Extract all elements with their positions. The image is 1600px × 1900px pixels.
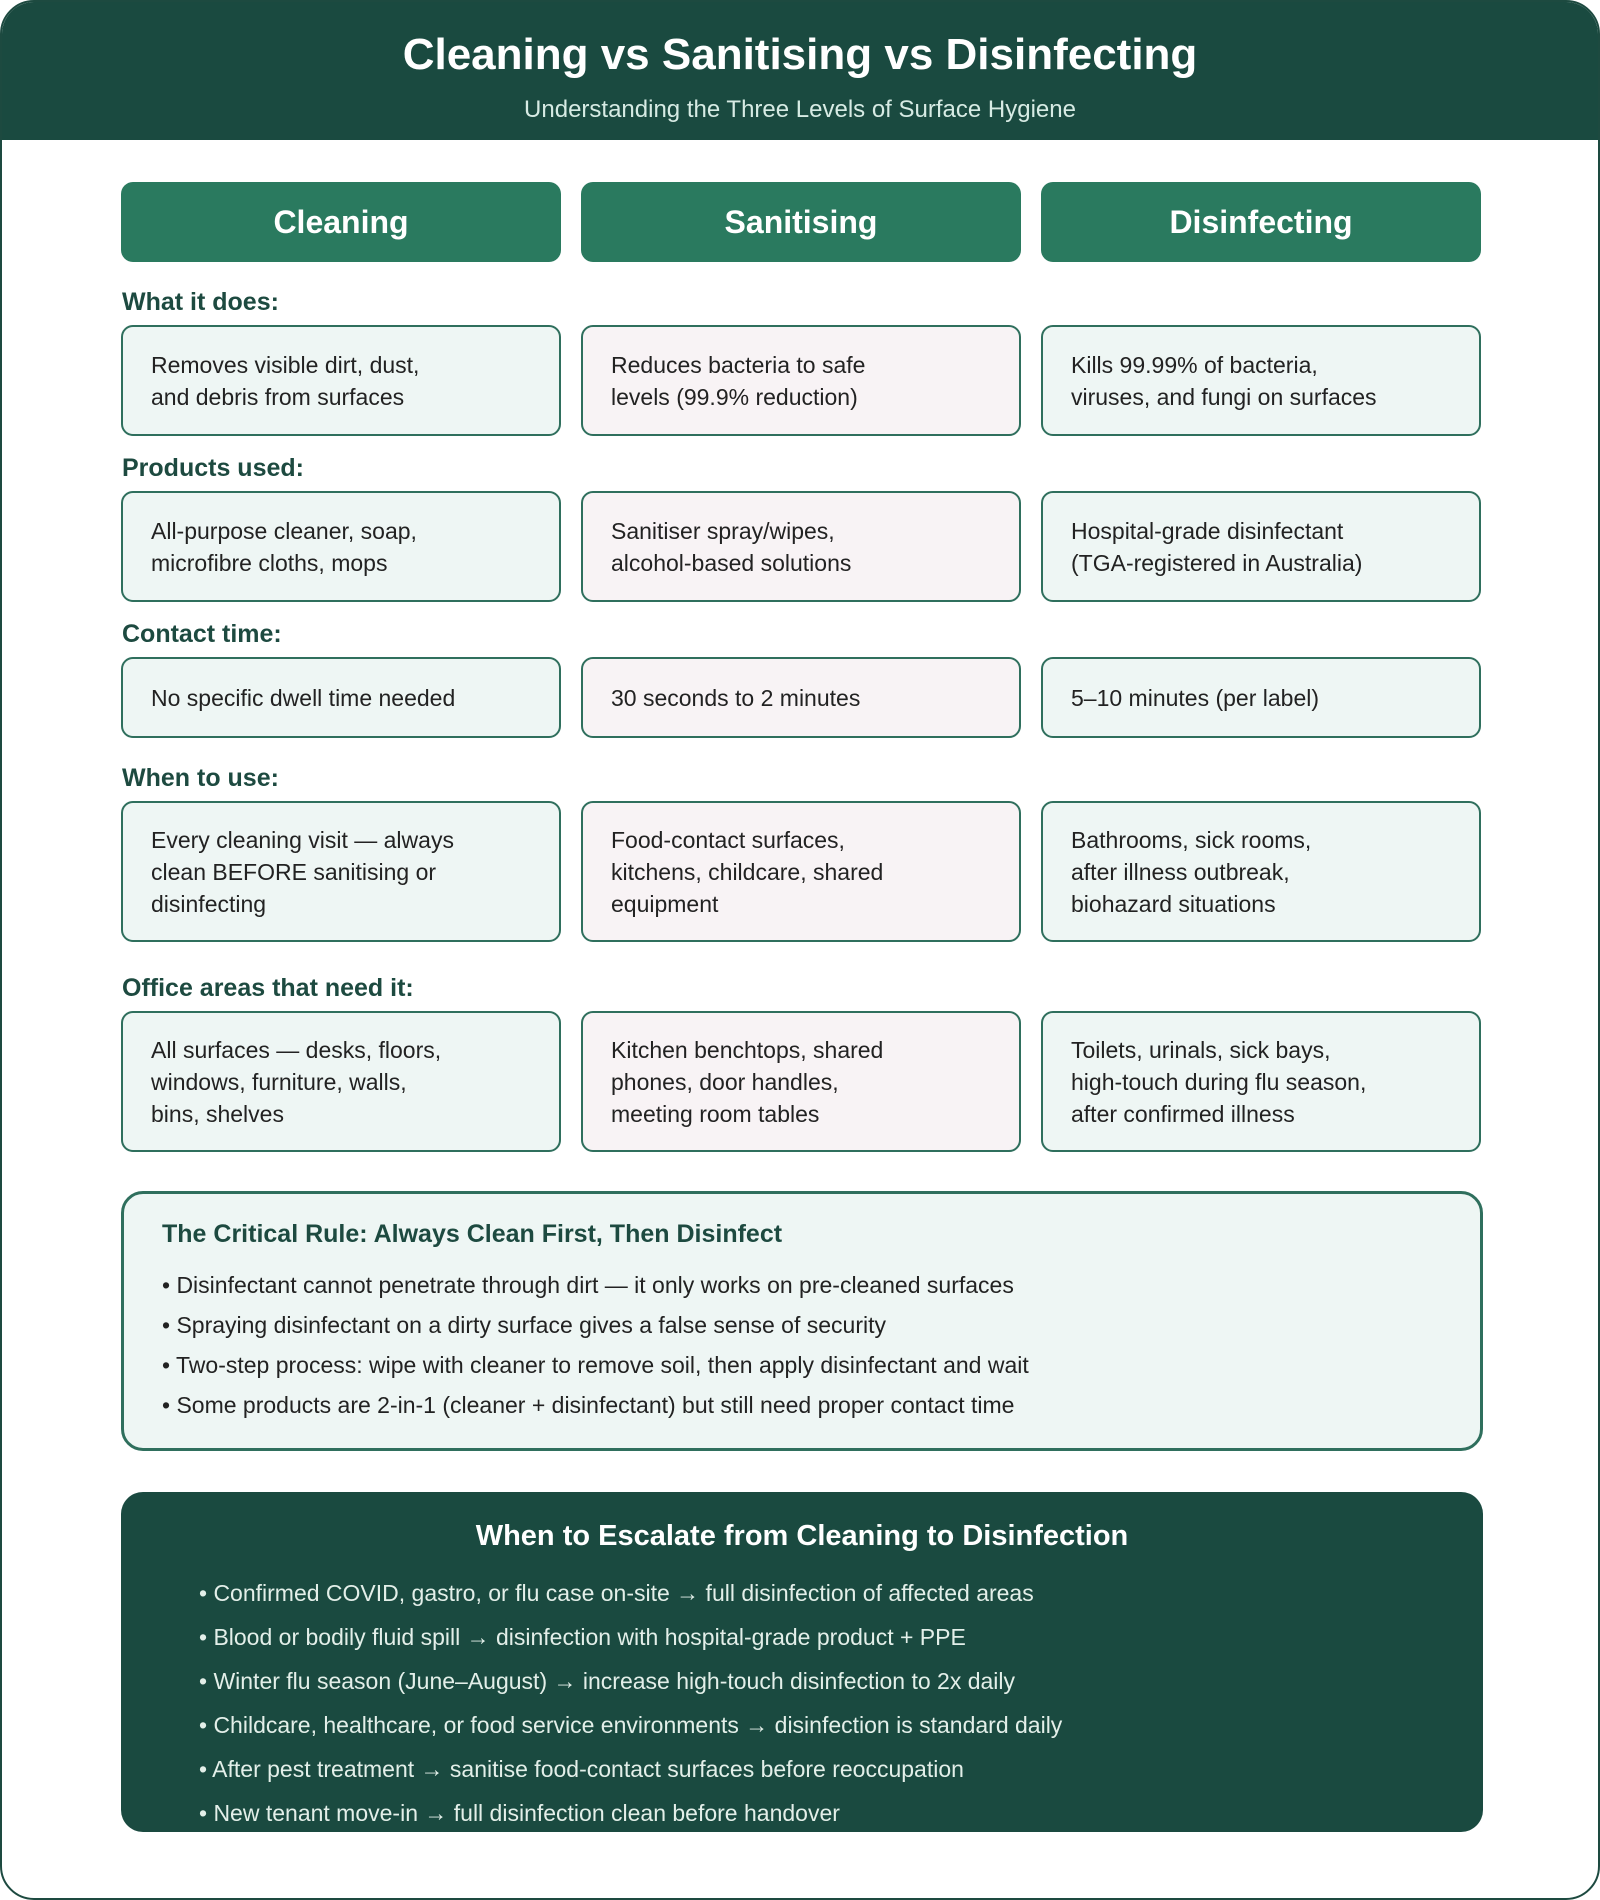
cell-line: Sanitiser spray/wipes, <box>611 517 835 544</box>
cell-line: biohazard situations <box>1071 890 1276 917</box>
cell-line: after confirmed illness <box>1071 1100 1295 1127</box>
cell-line: microfibre cloths, mops <box>151 549 388 576</box>
cell-contact-disinfecting <box>1041 657 1481 738</box>
cell-line: 30 seconds to 2 minutes <box>611 684 861 711</box>
list-item: • Two-step process: wipe with cleaner to remove soil, then apply disinfectant and wait <box>162 1352 1029 1378</box>
cell-line: after illness outbreak, <box>1071 858 1290 885</box>
cell-contact-cleaning <box>121 657 561 738</box>
cell-contact-sanitising <box>581 657 1021 738</box>
cell-line: Toilets, urinals, sick bays, <box>1071 1036 1331 1063</box>
cell-line: viruses, and fungi on surfaces <box>1071 383 1377 410</box>
cell-line: clean BEFORE sanitising or <box>151 858 437 885</box>
cell-line: Kitchen benchtops, shared <box>611 1036 884 1063</box>
cell-when-sanitising <box>581 801 1021 942</box>
critical-rule-list <box>162 1265 1442 1425</box>
column-header-disinfecting: Disinfecting <box>1041 182 1481 262</box>
list-item: • Some products are 2-in-1 (cleaner + disinfectant) but still need proper contact time <box>162 1392 1015 1418</box>
cell-products-cleaning <box>121 491 561 602</box>
cell-line: Kills 99.99% of bacteria, <box>1071 351 1318 378</box>
cell-office-disinfecting <box>1041 1011 1481 1152</box>
section-label-office-areas: Office areas that need it: <box>122 974 414 1002</box>
escalation-box <box>121 1492 1483 1832</box>
list-item: • Spraying disinfectant on a dirty surface gives a false sense of security <box>162 1312 886 1338</box>
cell-line: alcohol-based solutions <box>611 549 852 576</box>
list-item: • After pest treatment → sanitise food-contact surfaces before reoccupation <box>199 1756 964 1782</box>
cell-line: All surfaces — desks, floors, <box>151 1036 442 1063</box>
cell-office-cleaning <box>121 1011 561 1152</box>
list-item: • Winter flu season (June–August) → increase high-touch disinfection to 2x daily <box>199 1668 1016 1694</box>
critical-rule-title: The Critical Rule: Always Clean First, Then Disinfect <box>162 1220 783 1248</box>
cell-line: Every cleaning visit — always <box>151 826 454 853</box>
section-label-when-to-use: When to use: <box>122 764 279 792</box>
page-subtitle: Understanding the Three Levels of Surface Hygiene <box>524 96 1076 123</box>
cell-products-sanitising <box>581 491 1021 602</box>
cell-line: Food-contact surfaces, <box>611 826 845 853</box>
list-item: • New tenant move-in → full disinfection clean before handover <box>199 1800 840 1826</box>
escalation-list <box>199 1571 1483 1835</box>
escalation-title: When to Escalate from Cleaning to Disinfection <box>475 1520 1129 1552</box>
cell-line: and debris from surfaces <box>151 383 405 410</box>
cell-line: Bathrooms, sick rooms, <box>1071 826 1312 853</box>
list-item: • Confirmed COVID, gastro, or flu case on-site → full disinfection of affected areas <box>199 1580 1034 1606</box>
section-label-contact-time: Contact time: <box>122 620 282 648</box>
cell-line: high-touch during flu season, <box>1071 1068 1367 1095</box>
cell-line: equipment <box>611 890 719 917</box>
cell-products-disinfecting <box>1041 491 1481 602</box>
cell-line: (TGA-registered in Australia) <box>1071 549 1363 576</box>
cell-line: No specific dwell time needed <box>151 684 456 711</box>
cell-line: levels (99.9% reduction) <box>611 383 858 410</box>
cell-line: bins, shelves <box>151 1100 284 1127</box>
cell-line: Hospital-grade disinfectant <box>1071 517 1344 544</box>
cell-what-disinfecting <box>1041 325 1481 436</box>
section-label-products-used: Products used: <box>122 454 304 482</box>
cell-what-sanitising <box>581 325 1021 436</box>
cell-line: 5–10 minutes (per label) <box>1071 684 1320 711</box>
cell-when-disinfecting <box>1041 801 1481 942</box>
list-item: • Disinfectant cannot penetrate through dirt — it only works on pre-cleaned surfaces <box>162 1272 1014 1298</box>
column-header-sanitising: Sanitising <box>581 182 1021 262</box>
cell-line: disinfecting <box>151 890 267 917</box>
list-item: • Childcare, healthcare, or food service environments → disinfection is standard daily <box>199 1712 1063 1738</box>
cell-line: phones, door handles, <box>611 1068 839 1095</box>
cell-when-cleaning <box>121 801 561 942</box>
page-title: Cleaning vs Sanitising vs Disinfecting <box>402 30 1198 79</box>
cell-line: Reduces bacteria to safe <box>611 351 866 378</box>
critical-rule-box <box>121 1191 1483 1451</box>
cell-line: windows, furniture, walls, <box>151 1068 407 1095</box>
cell-line: kitchens, childcare, shared <box>611 858 884 885</box>
section-label-what-it-does: What it does: <box>122 288 279 316</box>
cell-line: All-purpose cleaner, soap, <box>151 517 417 544</box>
cell-line: Removes visible dirt, dust, <box>151 351 420 378</box>
column-header-cleaning: Cleaning <box>121 182 561 262</box>
cell-line: meeting room tables <box>611 1100 820 1127</box>
cell-what-cleaning <box>121 325 561 436</box>
header-banner <box>2 2 1598 140</box>
list-item: • Blood or bodily fluid spill → disinfection with hospital-grade product + PPE <box>199 1624 966 1650</box>
cell-office-sanitising <box>581 1011 1021 1152</box>
